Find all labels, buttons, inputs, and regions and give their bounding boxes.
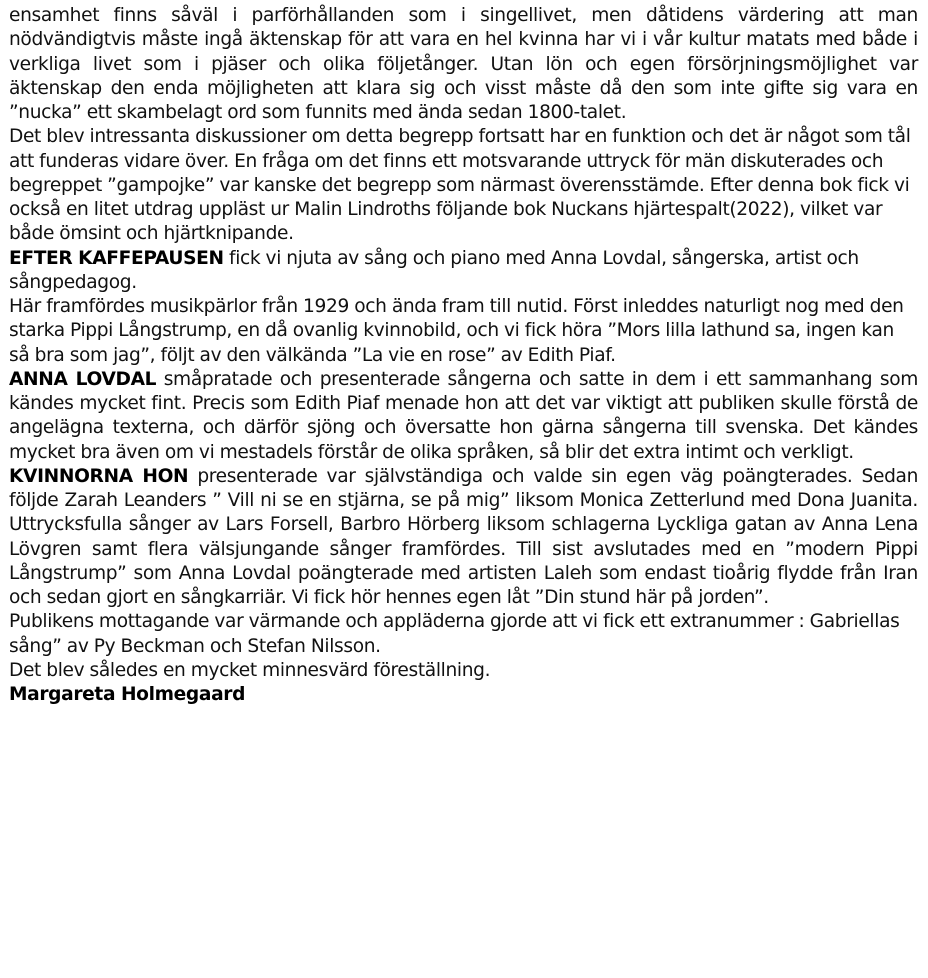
paragraph-body: presenterade var självständiga och valde sin egen väg poängterades. Sedan följde Zarah Leanders ” Vill ni se en stjärna, se på mig” liksom Monica Zetterlund med Dona Juanita. Uttrycksfulla sånger av Lars Forsell, Barbro Hörberg liksom schlagerna Lyckliga gatan av Anna Lena Lövgren samt flera välsjungande sånger framfördes. Till sist avslutades med en ”modern Pippi Långstrump” som Anna Lovdal poängterade med artisten Laleh som endast tioårig flydde från Iran och sedan gjort en sångkarriär. Vi fick hör hennes egen låt ”Din stund här på jorden”.: [9, 465, 919, 608]
paragraph-body: fick vi njuta av sång och piano med Anna Lovdal, sångerska, artist och sångpedagog.: [9, 247, 859, 293]
paragraph-diskussioner: Det blev intressanta diskussioner om detta begrepp fortsatt har en funktion och det är något som tål att funderas vidare över. En fråga om det finns ett motsvarande uttryck för män diskuterades och begreppet ”gampojke” var kanske det begrepp som närmast överensstämde. Efter denna bok fick vi också en litet utdrag uppläst ur Malin Lindroths följande bok Nuckans hjärtespalt(2022), vilket var både ömsint och hjärtknipande.: [9, 126, 911, 245]
paragraph-anna-lovdal: [9, 368, 918, 465]
paragraph-efter-kaffepausen: [9, 247, 918, 296]
section-lead-efter-kaffepausen: EFTER KAFFEPAUSEN: [9, 247, 224, 269]
paragraph-minnesvard: Det blev således en mycket minnesvärd föreställning.: [9, 659, 491, 681]
paragraph-body: småpratade och presenterade sångerna och satte in dem i ett sammanhang som kändes mycket fint. Precis som Edith Piaf menade hon att det var viktigt att publiken skulle förstå de angelägna texterna, och därför sjöng och översatte hon gärna sångerna till svenska. Det kändes mycket bra även om vi mestadels förstår de olika språken, så blir det extra intimt och verkligt.: [9, 368, 918, 463]
author-signature: Margareta Holmegaard: [9, 684, 246, 705]
paragraph-publikens-mottagande: Publikens mottagande var värmande och appläderna gjorde att vi fick ett extranummer : Gabriellas sång” av Py Beckman och Stefan Nilsson.: [9, 611, 900, 657]
paragraph-ensamhet: ensamhet finns såväl i parförhållanden som i singellivet, men dåtidens värdering att man nödvändigtvis måste ingå äktenskap för att vara en hel kvinna har vi i vår kultur matats med både i verkliga livet som i pjäser och olika följetånger. Utan lön och egen försörjningsmöjlighet var äktenskap den enda möjligheten att klara sig och visst måste då den som inte gifte sig vara en ”nucka” ett skambelagt ord som funnits med ända sedan 1800-talet.: [9, 5, 918, 123]
section-lead-kvinnorna-hon: KVINNORNA HON: [9, 465, 189, 487]
paragraph-kvinnorna-hon: [9, 465, 918, 611]
section-lead-anna-lovdal: ANNA LOVDAL: [9, 368, 157, 390]
paragraph-musikparlor: Här framfördes musikpärlor från 1929 och ända fram till nutid. Först inleddes naturligt nog med den starka Pippi Långstrump, en då ovanlig kvinnobild, och vi fick höra ”Mors lilla lathund sa, ingen kan så bra som jag”, följt av den välkända ”La vie en rose” av Edith Piaf.: [9, 296, 904, 366]
